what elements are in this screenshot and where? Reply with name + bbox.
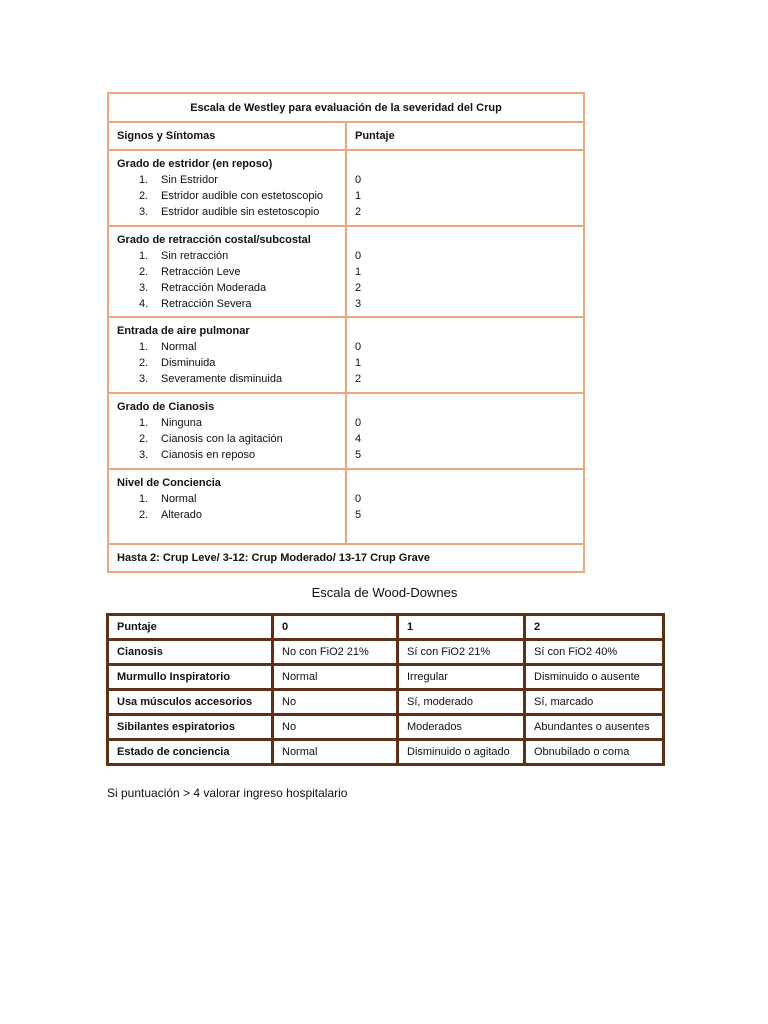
westley-option-number: 3. xyxy=(139,206,149,218)
westley-option-score: 0 xyxy=(355,341,362,353)
wood-value-cell: Sí con FiO2 21% xyxy=(398,640,525,665)
westley-title: Escala de Westley para evaluación de la severidad del Crup xyxy=(108,93,584,122)
wood-value-cell: No xyxy=(273,715,398,740)
wood-row xyxy=(108,640,664,665)
westley-option-number: 1. xyxy=(139,341,149,353)
westley-group-row xyxy=(108,226,584,317)
westley-option xyxy=(117,280,337,296)
westley-option-label: Estridor audible sin estetoscopio xyxy=(161,206,320,218)
westley-option-label: Retracción Severa xyxy=(161,298,252,310)
wood-criterion-cell: Cianosis xyxy=(108,640,273,665)
westley-option-score: 2 xyxy=(355,373,362,385)
wood-row xyxy=(108,715,664,740)
westley-option xyxy=(117,447,337,463)
wood-value-cell: Disminuido o agitado xyxy=(398,740,525,765)
westley-option-label: Alterado xyxy=(161,509,202,521)
westley-option-label: Normal xyxy=(161,493,197,505)
westley-option-label: Sin Estridor xyxy=(161,174,218,186)
westley-group-title: Nivel de Conciencia xyxy=(117,477,221,489)
westley-option-label: Cianosis con la agitación xyxy=(161,433,283,445)
westley-sign-cell xyxy=(108,317,346,393)
wood-value-cell: Obnubilado o coma xyxy=(525,740,664,765)
wood-value-cell: No con FiO2 21% xyxy=(273,640,398,665)
westley-option xyxy=(117,172,337,188)
westley-title-row xyxy=(108,93,584,122)
westley-option-score: 2 xyxy=(355,206,362,218)
westley-score-cell xyxy=(346,469,584,544)
westley-option-number: 3. xyxy=(139,282,149,294)
wood-value-cell: Sí, moderado xyxy=(398,690,525,715)
westley-option-number: 3. xyxy=(139,373,149,385)
westley-group-title: Grado de Cianosis xyxy=(117,401,215,413)
wood-value-cell: Disminuido o ausente xyxy=(525,665,664,690)
westley-option-score: 4 xyxy=(355,433,362,445)
westley-option-score: 1 xyxy=(355,266,362,278)
westley-option-number: 3. xyxy=(139,449,149,461)
westley-option-number: 2. xyxy=(139,433,149,445)
westley-option xyxy=(117,248,337,264)
westley-option xyxy=(117,339,337,355)
westley-sign-cell xyxy=(108,469,346,544)
wood-criterion-cell: Estado de conciencia xyxy=(108,740,273,765)
wood-row xyxy=(108,665,664,690)
wood-criterion-cell: Usa músculos accesorios xyxy=(108,690,273,715)
wood-value-cell: Sí con FiO2 40% xyxy=(525,640,664,665)
westley-option-label: Cianosis en reposo xyxy=(161,449,256,461)
wood-value-cell: Normal xyxy=(273,740,398,765)
westley-table xyxy=(107,92,585,573)
wood-criterion-cell: Sibilantes espiratorios xyxy=(108,715,273,740)
wood-row xyxy=(108,690,664,715)
westley-group-row xyxy=(108,469,584,544)
wood-row xyxy=(108,740,664,765)
westley-option-score: 3 xyxy=(355,298,362,310)
westley-option xyxy=(117,296,337,312)
westley-option-label: Estridor audible con estetoscopio xyxy=(161,190,324,202)
westley-footer-row xyxy=(108,544,584,572)
westley-option-score: 1 xyxy=(355,190,362,202)
westley-group-title: Grado de estridor (en reposo) xyxy=(117,158,273,170)
westley-option-score: 5 xyxy=(355,509,362,521)
westley-option xyxy=(117,371,337,387)
westley-option xyxy=(117,415,337,431)
westley-option xyxy=(117,355,337,371)
westley-score-cell xyxy=(346,393,584,469)
westley-score-cell xyxy=(346,150,584,226)
westley-group-row xyxy=(108,150,584,226)
wood-criterion-cell: Murmullo Inspiratorio xyxy=(108,665,273,690)
westley-header-score: Puntaje xyxy=(346,122,584,150)
westley-option-score: 0 xyxy=(355,417,362,429)
westley-group-title: Grado de retracción costal/subcostal xyxy=(117,234,311,246)
wood-header-cell: 1 xyxy=(398,615,525,640)
westley-sign-cell xyxy=(108,393,346,469)
westley-header-signs: Signos y Síntomas xyxy=(108,122,346,150)
westley-option-number: 1. xyxy=(139,250,149,262)
westley-option xyxy=(117,507,337,523)
westley-option-score: 0 xyxy=(355,250,362,262)
westley-option-label: Disminuida xyxy=(161,357,216,369)
westley-option-label: Retracción Leve xyxy=(161,266,241,278)
wood-value-cell: No xyxy=(273,690,398,715)
westley-option-number: 2. xyxy=(139,190,149,202)
westley-score-cell xyxy=(346,317,584,393)
westley-option-label: Sin retracción xyxy=(161,250,229,262)
wood-downes-table xyxy=(106,613,665,766)
wood-value-cell: Sí, marcado xyxy=(525,690,664,715)
wood-header-cell: 0 xyxy=(273,615,398,640)
westley-option-label: Severamente disminuida xyxy=(161,373,283,385)
wood-value-cell: Normal xyxy=(273,665,398,690)
westley-group-row xyxy=(108,317,584,393)
westley-option-label: Ninguna xyxy=(161,417,202,429)
hospital-admission-note: Si puntuación > 4 valorar ingreso hospitalario xyxy=(107,786,348,800)
wood-value-cell: Abundantes o ausentes xyxy=(525,715,664,740)
westley-option-number: 4. xyxy=(139,298,149,310)
westley-option-number: 2. xyxy=(139,266,149,278)
westley-option xyxy=(117,204,337,220)
wood-header-cell: 2 xyxy=(525,615,664,640)
wood-value-cell: Irregular xyxy=(398,665,525,690)
westley-option-label: Retracción Moderada xyxy=(161,282,267,294)
westley-option-score: 5 xyxy=(355,449,362,461)
westley-option xyxy=(117,491,337,507)
westley-option-number: 1. xyxy=(139,174,149,186)
wood-header-cell: Puntaje xyxy=(108,615,273,640)
westley-option xyxy=(117,431,337,447)
westley-option-number: 1. xyxy=(139,417,149,429)
westley-score-cell xyxy=(346,226,584,317)
westley-option xyxy=(117,188,337,204)
westley-option xyxy=(117,264,337,280)
westley-option-score: 0 xyxy=(355,493,362,505)
westley-sign-cell xyxy=(108,226,346,317)
westley-option-number: 2. xyxy=(139,509,149,521)
westley-group-title: Entrada de aire pulmonar xyxy=(117,325,250,337)
westley-group-row xyxy=(108,393,584,469)
westley-option-number: 2. xyxy=(139,357,149,369)
westley-option-number: 1. xyxy=(139,493,149,505)
westley-option-score: 2 xyxy=(355,282,362,294)
westley-footer: Hasta 2: Crup Leve/ 3-12: Crup Moderado/ 13-17 Crup Grave xyxy=(108,544,584,572)
westley-option-label: Normal xyxy=(161,341,197,353)
westley-header-row xyxy=(108,122,584,150)
wood-header-row xyxy=(108,615,664,640)
wood-value-cell: Moderados xyxy=(398,715,525,740)
westley-option-score: 0 xyxy=(355,174,362,186)
westley-sign-cell xyxy=(108,150,346,226)
wood-downes-title: Escala de Wood-Downes xyxy=(311,585,458,600)
westley-option-score: 1 xyxy=(355,357,362,369)
